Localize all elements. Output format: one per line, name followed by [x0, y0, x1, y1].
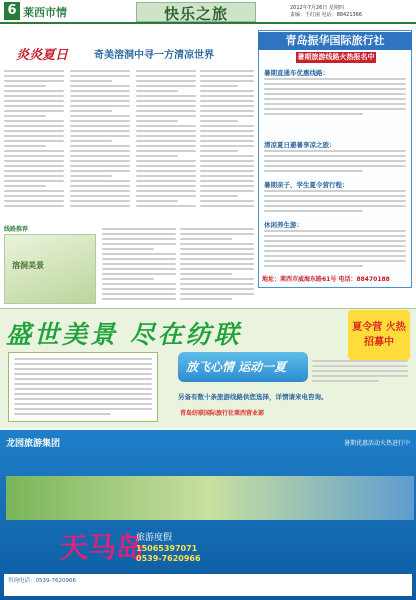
ad-route-lines	[14, 358, 152, 418]
date-line: 2012年7月26日 星期四	[290, 5, 344, 11]
article-column	[200, 70, 254, 210]
resort-brand: 天马岛	[60, 531, 145, 564]
article-column	[70, 70, 130, 210]
photo-caption: 溶洞美景	[12, 261, 44, 270]
page-number: 6	[4, 2, 20, 20]
ad-note: 另备有数十条旅游线路供您选择，详情请来电咨询。	[178, 393, 328, 401]
route-list	[264, 230, 406, 270]
panel-heading: 暑期亲子、学生夏令营行程：	[264, 181, 349, 189]
resort-phones	[136, 544, 201, 564]
article-column	[180, 228, 254, 303]
panel-heading: 清凉夏日避暑享凉之旅：	[264, 141, 336, 149]
feature-subheadline: 奇美溶洞中寻一方清凉世界	[94, 50, 214, 61]
ad-detail-lines	[312, 360, 408, 385]
ad-corner-tag-text: 夏令营 火热招募中	[352, 322, 406, 348]
article-column	[136, 70, 196, 210]
panel-subtitle: 暑期旅游线路火热报名中	[297, 53, 375, 61]
ad-logo: 龙园旅游集团	[6, 439, 61, 449]
route-list	[264, 190, 406, 215]
panel-heading: 暑期直通车优惠线路：	[264, 69, 329, 77]
resort-photo	[6, 476, 414, 520]
route-list	[264, 150, 406, 175]
section-name: 莱西市情	[23, 6, 67, 19]
article-column	[102, 228, 176, 303]
ad-footer-text: 咨询电话：0539-7620966	[8, 578, 76, 584]
phone-number: 15065397071	[136, 544, 198, 553]
panel-contact: 地址：莱西市威海东路61号 电话：88470188	[262, 276, 390, 283]
editor-line: 责编：王红丽 电话：88421366	[290, 12, 363, 18]
panel-heading: 休闲养生游：	[264, 221, 303, 229]
route-list	[264, 78, 406, 118]
section-label: 线路推荐	[4, 226, 29, 233]
ad-address: 青岛纺联国际旅行社莱西营业部	[180, 410, 265, 417]
panel-title: 青岛振华国际旅行社	[258, 32, 412, 50]
resort-brand-sub: 旅游度假	[136, 533, 173, 543]
ad-slogan: 放飞心情 运动一夏	[186, 360, 287, 374]
page-title: 快乐之旅	[163, 5, 228, 23]
ad-title: 盛世美景 尽在纺联	[6, 320, 242, 349]
article-column	[4, 70, 64, 210]
ad-promo-note: 暑期优惠活动火热进行中	[343, 440, 410, 447]
date-info	[290, 5, 412, 19]
phone-number: 0539-7620966	[136, 554, 201, 563]
feature-headline: 炎炎夏日	[16, 48, 69, 63]
